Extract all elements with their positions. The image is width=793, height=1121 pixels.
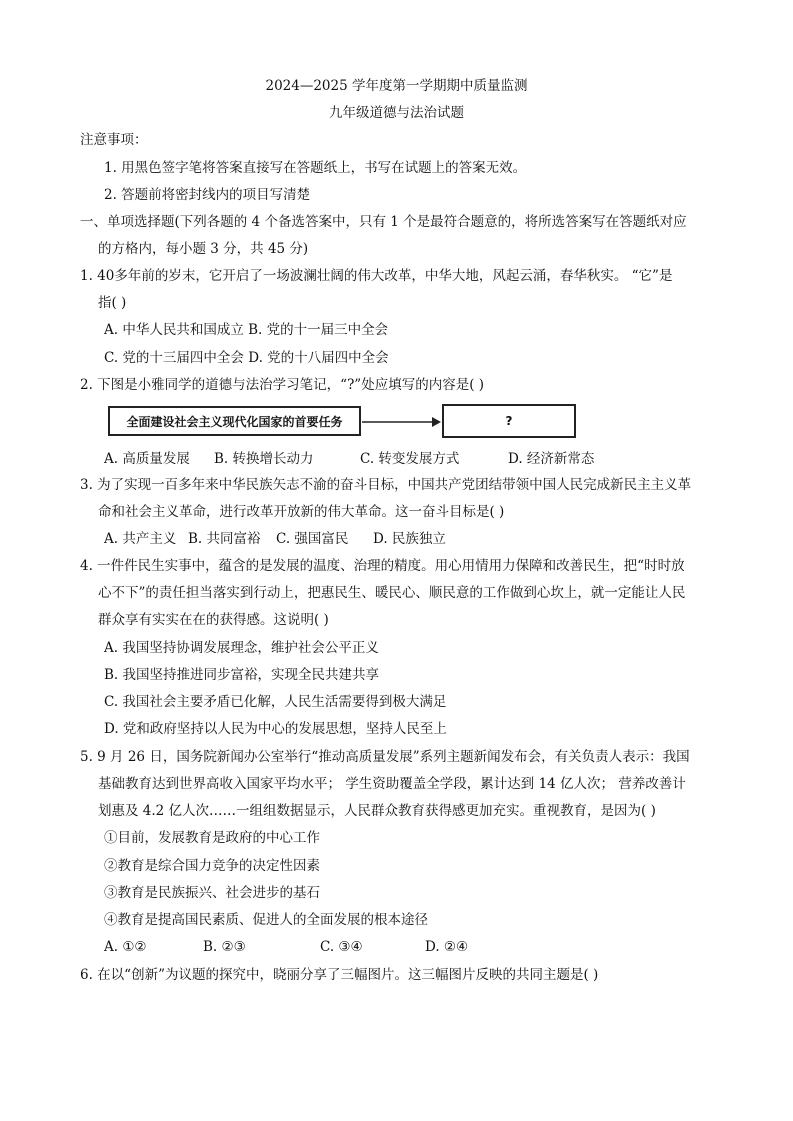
flow-box-left (108, 406, 361, 436)
q3-option-b: B. 共同富裕 (188, 531, 261, 547)
flow-box-left-label: 全面建设社会主义现代化国家的首要任务 (126, 414, 343, 429)
q4-stem-line2: 心不下”的责任担当落实到行动上，把惠民生、暖民心、顺民意的工作做到心坎上，就一定能让人民 (98, 585, 686, 601)
q3-stem-line2: 命和社会主义革命，进行改革开放新的伟大革命。这一奋斗目标是( ) (98, 504, 505, 520)
q3-stem-line1: 3. 为了实现一百多年来中华民族矢志不渝的奋斗目标，中国共产党团结带领中国人民完成新民主主义革 (80, 477, 692, 493)
q5-option-b: B. ②③ (203, 939, 246, 955)
q1-options-row2: C. 党的十三届四中全会 D. 党的十八届四中全会 (104, 350, 389, 366)
flow-box-right-label: ? (505, 414, 513, 428)
q4-stem-line1: 4. 一件件民生实事中，蕴含的是发展的温度、治理的精度。用心用情用力保障和改善民生，把“时时放 (80, 558, 685, 574)
q3-option-a: A. 共产主义 (104, 531, 177, 547)
q6-stem: 6. 在以“创新”为议题的探究中，晓丽分享了三幅图片。这三幅图片反映的共同主题是( ) (80, 967, 599, 983)
q3-option-c: C. 强国富民 (276, 531, 349, 547)
q5-stem-line1: 5. 9 月 26 日，国务院新闻办公室举行“推动高质量发展”系列主题新闻发布会，有关负责人表示：我国 (80, 749, 690, 765)
q5-option-d: D. ②④ (425, 939, 469, 955)
q5-stem-line3: 划惠及 4.2 亿人次……一组组数据显示，人民群众教育获得感更加充实。重视教育，是因为( ) (98, 803, 656, 819)
q1-stem-line2: 指( ) (98, 295, 127, 311)
arrow-right-icon (362, 414, 442, 430)
q5-statement-4: ④教育是提高国民素质、促进人的全面发展的根本途径 (104, 912, 428, 928)
q4-option-d: D. 党和政府坚持以人民为中心的发展思想，坚持人民至上 (104, 721, 447, 737)
q2-option-d: D. 经济新常态 (508, 451, 595, 467)
q5-statement-1: ①目前，发展教育是政府的中心工作 (104, 830, 320, 846)
section-heading-line1: 一、单项选择题(下列各题的 4 个备选答案中，只有 1 个是最符合题意的，将所选答案写在答题纸对应 (80, 214, 687, 230)
q4-option-b: B. 我国坚持推进同步富裕，实现全民共建共享 (104, 667, 380, 683)
section-heading-line2: 的方格内，每小题 3 分，共 45 分) (98, 241, 309, 257)
note-item-2: 2. 答题前将密封线内的项目写清楚 (104, 187, 311, 203)
flow-box-right (442, 404, 576, 438)
q2-option-b: B. 转换增长动力 (214, 451, 314, 467)
q4-stem-line3: 群众享有实实在在的获得感。这说明( ) (98, 612, 329, 628)
q2-stem: 2. 下图是小雅同学的道德与法治学习笔记，“?”处应填写的内容是( ) (80, 377, 485, 393)
q2-option-c: C. 转变发展方式 (360, 451, 460, 467)
q4-option-c: C. 我国社会主要矛盾已化解，人民生活需要得到极大满足 (104, 694, 447, 710)
q5-statement-2: ②教育是综合国力竞争的决定性因素 (104, 858, 320, 874)
q2-option-a: A. 高质量发展 (104, 451, 190, 467)
exam-subtitle: 九年级道德与法治试题 (329, 105, 464, 121)
exam-title: 2024—2025 学年度第一学期期中质量监测 (265, 78, 528, 94)
q5-option-c: C. ③④ (320, 939, 363, 955)
q5-statement-3: ③教育是民族振兴、社会进步的基石 (104, 885, 320, 901)
q1-stem-line1: 1. 40多年前的岁末，它开启了一场波澜壮阔的伟大改革，中华大地，风起云涌，春华秋实。 “它”是 (80, 268, 673, 284)
q5-stem-line2: 基础教育达到世界高收入国家平均水平； 学生资助覆盖全学段，累计达到 14 亿人次； 营养改善计 (98, 776, 686, 792)
notes-heading: 注意事项： (80, 132, 148, 148)
q3-option-d: D. 民族独立 (373, 531, 446, 547)
q5-option-a: A. ①② (104, 939, 147, 955)
note-item-1: 1. 用黑色签字笔将答案直接写在答题纸上，书写在试题上的答案无效。 (104, 160, 527, 176)
q4-option-a: A. 我国坚持协调发展理念，维护社会公平正义 (104, 640, 379, 656)
q1-options-row1: A. 中华人民共和国成立 B. 党的十一届三中全会 (104, 322, 389, 338)
